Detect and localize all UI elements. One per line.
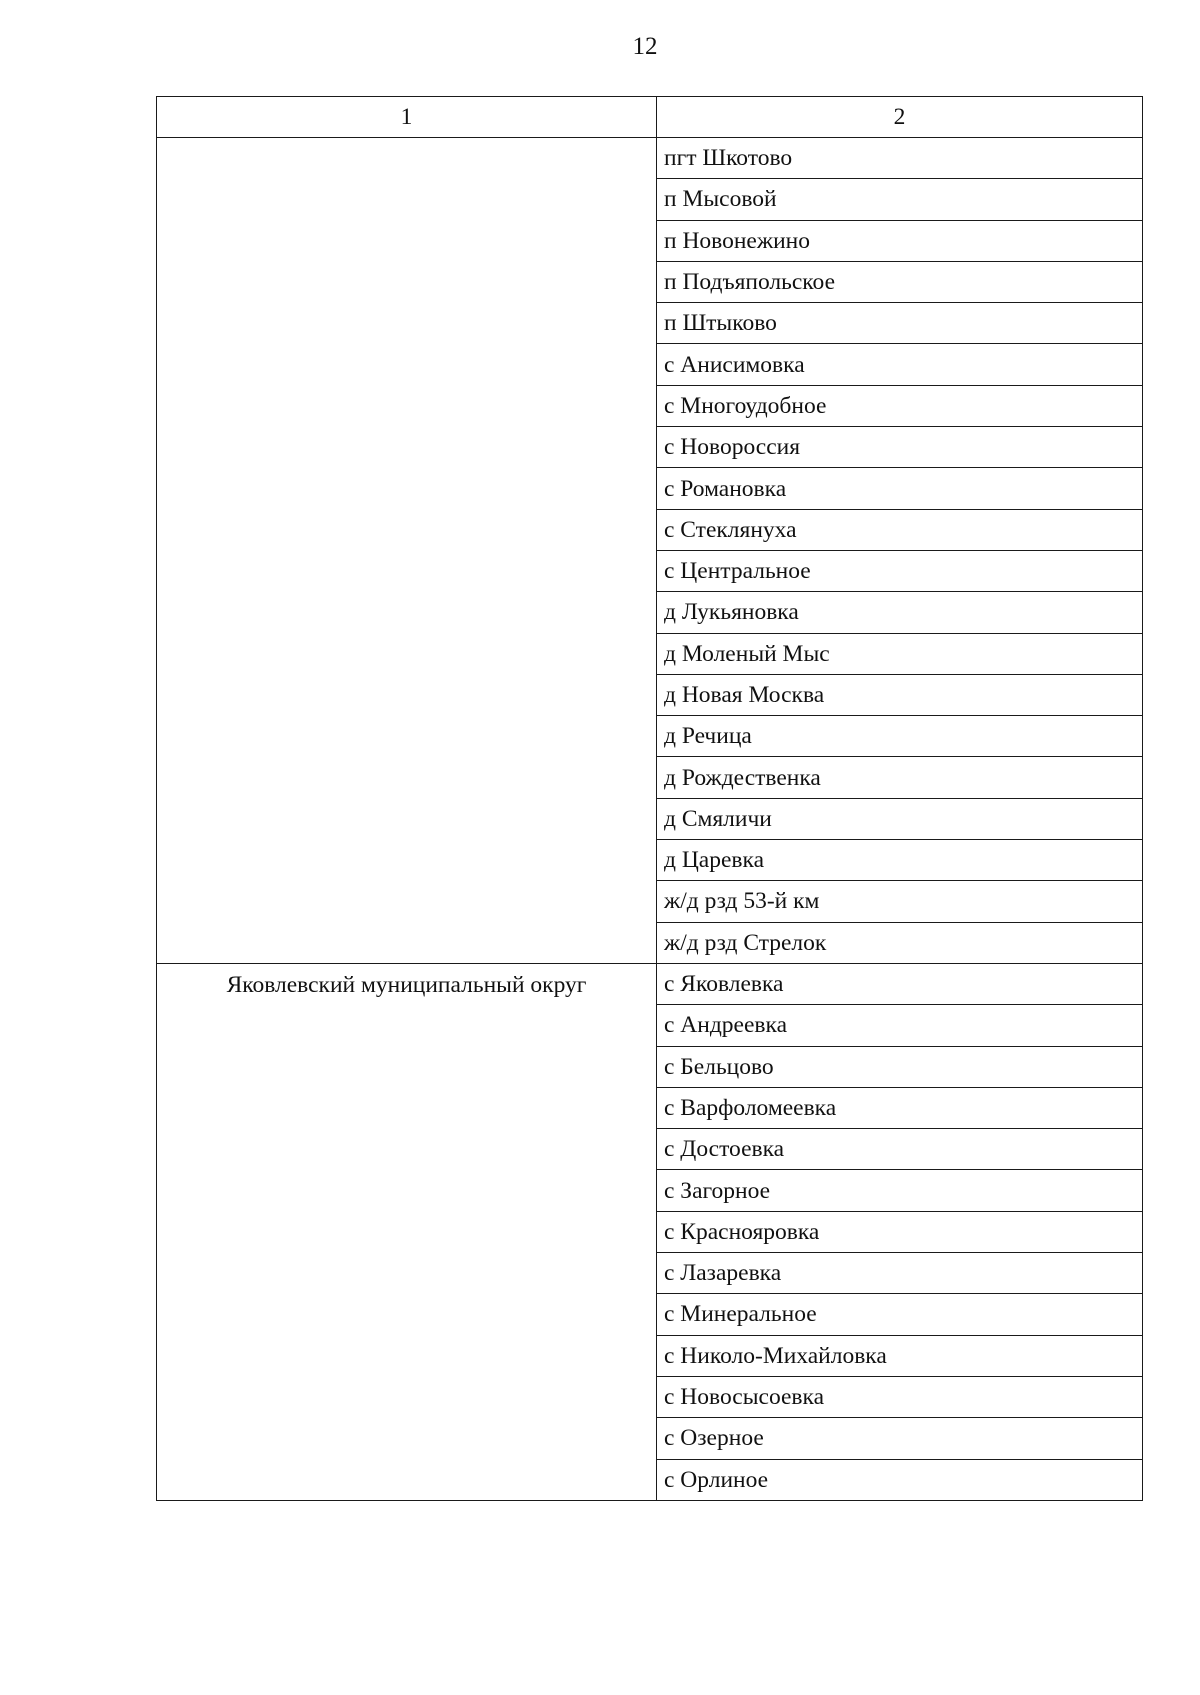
settlement-cell: с Центральное (657, 550, 1143, 591)
settlement-cell: с Андреевка (657, 1005, 1143, 1046)
page-number: 12 (632, 33, 658, 60)
settlement-cell: с Новосысоевка (657, 1376, 1143, 1417)
settlement-cell: с Бельцово (657, 1046, 1143, 1087)
settlement-cell: с Варфоломеевка (657, 1087, 1143, 1128)
settlement-cell: п Штыково (657, 303, 1143, 344)
column-header-2: 2 (657, 97, 1143, 138)
settlement-cell: с Романовка (657, 468, 1143, 509)
settlements-table (156, 96, 1143, 1501)
settlement-cell: с Николо-Михайловка (657, 1335, 1143, 1376)
settlement-cell: с Загорное (657, 1170, 1143, 1211)
settlement-cell: п Новонежино (657, 220, 1143, 261)
settlement-cell: с Минеральное (657, 1294, 1143, 1335)
district-cell (157, 138, 657, 964)
settlement-cell: ж/д рзд 53-й км (657, 881, 1143, 922)
settlement-cell: с Многоудобное (657, 385, 1143, 426)
settlement-cell: д Лукьяновка (657, 592, 1143, 633)
settlement-cell: с Орлиное (657, 1459, 1143, 1500)
table-row (157, 963, 1143, 1004)
settlement-cell: п Мысовой (657, 179, 1143, 220)
settlement-cell: д Рождественка (657, 757, 1143, 798)
settlement-cell: с Достоевка (657, 1129, 1143, 1170)
settlement-cell: д Новая Москва (657, 674, 1143, 715)
settlement-cell: д Смяличи (657, 798, 1143, 839)
settlement-cell: с Яковлевка (657, 963, 1143, 1004)
settlement-cell: с Новороссия (657, 427, 1143, 468)
settlement-cell: с Лазаревка (657, 1253, 1143, 1294)
settlement-cell: д Моленый Мыс (657, 633, 1143, 674)
settlement-cell: пгт Шкотово (657, 138, 1143, 179)
settlement-cell: п Подъяпольское (657, 261, 1143, 302)
table-row (157, 138, 1143, 179)
district-cell: Яковлевский муниципальный округ (157, 963, 657, 1500)
settlement-cell: д Царевка (657, 840, 1143, 881)
settlement-cell: ж/д рзд Стрелок (657, 922, 1143, 963)
table-body (157, 138, 1143, 1501)
settlement-cell: с Озерное (657, 1418, 1143, 1459)
settlement-cell: с Стеклянуха (657, 509, 1143, 550)
settlement-cell: с Анисимовка (657, 344, 1143, 385)
column-header-1: 1 (157, 97, 657, 138)
settlement-cell: д Речица (657, 716, 1143, 757)
settlement-cell: с Краснояровка (657, 1211, 1143, 1252)
table-header-row (157, 97, 1143, 138)
